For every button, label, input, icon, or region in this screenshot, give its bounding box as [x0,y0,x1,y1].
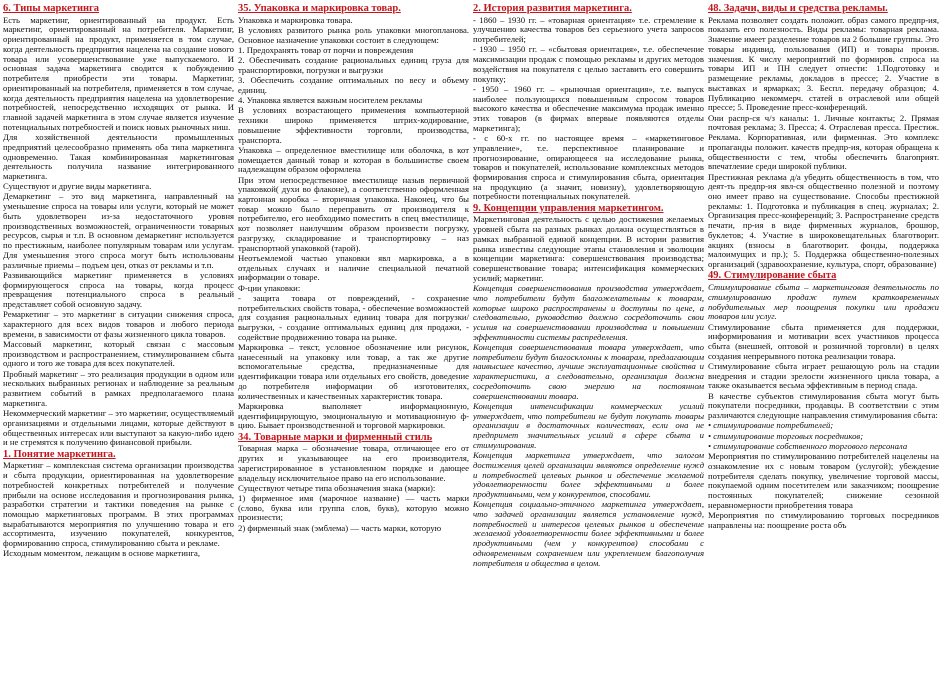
paragraph: При этом непосредственное вместилище назыв первичной упаковкой( духи во флаконе), а соответственно оформленная картонная коробка – вторичная упаковка. Наконец, что бы товар можно было переправить от производителя к потребителю, его необходимо поместить в спец вместилище, кот позволяет наилучшим образом произвести погрузку, разгрузку, складирование и транспортировку – наз транспортной упаковкой (тарой). [238,174,469,253]
section-heading-management-concepts: 9. Концепции управления маркетингом. [473,202,664,214]
section-heading-trademarks: 34. Товарные марки и фирменный стиль [238,431,433,443]
paragraph: Престижная реклама д/а убедить общественность в том, что деят-ть предпр-ия явл-ся общественно полезной и поэтому оно имеет право на существование. Способы престижной рекламы: 1. Подготовка и публикация в спец. журналах; 2. Организация пресс-конференций; 3. Распространение средств печати, пр-ия в виде фирменных журналов, брошюр, буклетов; 4. Участие в широковещательных благотворит. акциях (взносы в благотворит. фонды, поддержка малоимущих и пр.); 5. Поддержка общественно-полезных организаций (здравоохранение, культура, спорт, образование) [708,171,939,270]
paragraph: Пробный маркетинг – это реализация продукции в одном или нескольких выбранных регионах и наблюдение за реальным развитием событий в рамках предполагаемого плана маркетинга. [3,368,234,408]
paragraph: - с 60-х гг. по настоящее время – «маркетинговое управление», т.е. перспективное планирование и прогнозирование, опирающееся на исследование рынка, товаров и покупателей, использование комплексных методов формирования спроса и стимулирования сбыта, ориентация на продукцию (а значит, новизну), удовлетворяющую потребности потенциальных покупателей. [473,133,704,202]
paragraph: 4. Упаковка является важным носителем рекламы [238,95,423,106]
paragraph: - защита товара от повреждений, - сохранение потребительских свойств товара, - обеспечение возможностей для создания рациональных единиц товара для погрузки/выгрузки, - создание оптимальных единиц для продажи, - содействие продвижению товара на рынке. [238,292,469,342]
paragraph: Есть маркетинг, ориентированный на продукт. Есть маркетинг, ориентированный на потребителя. Маркетинг, ориентированный на продукт, применяется в том случае, когда деятельность предприятия нацелена на создание нового товара или усовершенствование уже выпускаемого. И основная задача маркетинга сводится к побуждению потребителя приобрести эти товары. Маркетинг, ориентированный на потребителя, применяется в том случае, когда деятельность предприятия нацелена на удовлетворение потребностей, непосредственно исходящих от рынка. И главной задачей маркетинга в этом случае является изучение потенциальных потребностей и поиск новых рыночных ниш. [3,14,234,132]
paragraph: Маркетинговая деятельность с целью достижения желаемых уровней сбыта на разных рынках должна осуществляться в рамках выбранной единой концепции. В истории развития рынка известны следующие этапы становления и эволюции концепции маркетинга: совершенствования производства; совершенствование товара; интенсификация коммерческих усилий; маркетинг. [473,214,704,283]
paragraph: Маркировка – текст, условное обозначение или рисунок, нанесенный на упаковку или товар, а так же другие вспомогательные средства, предназначенные для идентификации товара или отдельных его свойств, доведение до потребителя информации об изготовителях, количественных и качественных характеристик товара. [238,341,469,401]
section-heading-advertising: 48. Задачи, виды и средства рекламы. [708,3,888,14]
list-item: • стимулирование потребителей; [708,420,834,431]
list-item: • стимулирование торговых посредников; [708,430,864,441]
paragraph: В условиях возрастающего применения компьютерной техники широко применяется штрих-кодирование, повышение эффективности торговли, производства, транспорта. [238,105,469,145]
paragraph: Ф-ции упаковки: [238,282,301,293]
paragraph: Упаковка – определенное вместилище или оболочка, в кот помещается данный товар и которая в большинстве своем надлежащим образом оформлена [238,144,469,175]
paragraph: В условиях развитого рынка роль упаковки многопланова. Основное назначение упаковки состоит в следующем: [238,24,469,45]
paragraph: Ремаркетинг – это маркетинг в ситуации снижения спроса, характерного для всех видов товаров и любого периода времени, в зависимости от фазы жизненного цикла товаров. [3,309,234,339]
paragraph: Существуют четыре типа обозначения знака (марки): [238,482,436,493]
paragraph: - 1950 – 1960 гг. – «рыночная ориентация», т.е. выпуск наиболее пользующихся повышенным спросом товаров высокого качества и обеспечение максимума продаж именно этих товаров (в фирмах впервые появляются отделы маркетинга); [473,83,704,133]
paragraph: В качестве субъектов стимулирования сбыта могут быть покупатели посредники, продавцы. В соответствии с этим различаются следующие направления стимулирования сбыта: [708,390,939,421]
paragraph: Маркировка выполняет информационную, идентифицирующую, эмоциональную и мотивационную ф-цию. Бывает производственной и торговой маркировки. [238,400,469,431]
section-heading-marketing-concept: 1. Понятие маркетинга. [3,448,116,460]
section-heading-marketing-history: 2. История развития маркетинга. [473,3,632,14]
paragraph: - 1860 – 1930 гг. – «товарная ориентация» т.е. стремление к улучшению качества товаров без серьезного учета запросов потребителей; [473,14,704,45]
section-heading-packaging: 35. Упаковка и маркировка товар. [238,3,401,14]
paragraph: Некоммерческий маркетинг – это маркетинг, осуществляемый организациями и отдельными лицами, которые действуют в общественных интересах или выступают за какую-либо идею и не стремятся к получению финансовой прибыли. [3,408,234,448]
paragraph: 3. Обеспечить создание оптимальных по весу и объему единиц. [238,75,469,95]
paragraph: Стимулирование сбыта применяется для поддержки, информирования и мотивации всех участников процесса сбыта (внешней, оптовой и розничной торговли) в целях создания непрерывного потока реализации товара. [708,321,939,361]
paragraph: Стимулирование сбыта – маркетинговая деятельность по стимулированию продаж путем кратковременных побудительных мер поощрения покупки или продажи товаров или услуг. [708,282,939,322]
paragraph: Концепция маркетинга утверждает, что залогом достижения целей организации являются определение нужд и потребностей целевых рынков и обеспечение желаемой удовлетворенности более эффективными и более продуктивными, чем у конкурентов, способами. [473,450,704,500]
list-item: • стимулирование собственного торгового персонала [708,440,908,451]
paragraph: Существуют и другие виды маркетинга. [3,181,152,192]
paragraph: Массовый маркетинг, который связан с массовым производством и распространением, стимулированием сбыта одного и того же товара для всех покупателей. [3,338,234,369]
paragraph: Демаркетинг – это вид маркетинга, направленный на уменьшение спроса на товары или услуги, который не может быть удовлетворен из-за недостаточного уровня производственных возможностей, ограниченности товарных ресурсов, сырья и т.п. В основном демаркетинг используется по престижным, наиболее популярным товарам или услугам. Для уменьшения этого спроса могут быть использованы различные приемы – подъем цен, отказ от рекламы и т.п. [3,191,234,270]
paragraph: - 1930 – 1950 гг. – «сбытовая ориентация», т.е. обеспечение максимизации продаж с помощью рекламы и других методов воздействия на покупателя с целью заставить его совершить покупку; [473,44,704,84]
paragraph: Исходным моментом, лежащим в основе маркетинга, [3,548,201,559]
column-1 [3,3,234,694]
paragraph: Упаковка и маркировка товара. [238,14,353,25]
paragraph: Мероприятия по стимулированию торговых посредников направлены на: поощрение роста объ [708,509,939,530]
paragraph: Для хозяйственной деятельности промышленных предприятий целесообразно применять оба типа маркетинга одновременно. Такая комбинированная маркетинговая деятельность получила название интегрированного маркетинга. [3,132,234,181]
paragraph: Развивающийся маркетинг применяется в условиях формирующегося спроса на товары, когда процесс превращения потенциального спроса в реальный представляет собой основную задачу. [3,269,234,310]
column-3 [473,3,704,694]
paragraph: Концепция интенсификации коммерческих усилий утверждает, что потребители не будут покупать товары организации в достаточных количествах, если она не предпримет значительных усилий в сфере сбыта и стимулирования. [473,400,704,450]
paragraph: Концепция социально-этичного маркетинга утверждает, что задачей организации является установление нужд, потребностей и интересов целевых рынков и обеспечение желаемой удовлетворенности более эффективными и более продуктивными (чем у конкурентов) способами с одновременным сохранением или укреплением благополучия потребителя и общества в целом. [473,499,704,568]
paragraph: Маркетинг – комплексная система организации производства и сбыта продукции, ориентированная на удовлетворение потребностей конкретных потребителей и получение прибыли на основе исследования и прогнозирования рынка, разработки стратегии и тактики поведения на рынке с помощью маркетинговых программ. В этих программах вырабатываются мероприятия по улучшению товара и его ассортимента, изучению покупателей, конкурентов, формированию спроса, стимулированию сбыта и рекламе. [3,460,234,549]
paragraph: Стимулирование сбыта играет решающую роль на стадии внедрения и стадии зрелости жизненного цикла товара, а также оказывается весьма эффективным в период спада. [708,360,939,391]
paragraph: Мероприятия по стимулированию потребителей нацелены на ознакомление их с новым товаром (услугой); убеждение потребителя сделать покупку, увеличение торговой массы, покупаемой одним посетителем или заказчиком; поощрение постоянных покупателей; снижение сезонной неравномерности приобретения товара [708,451,939,510]
section-heading-types-of-marketing: 6. Типы маркетинга [3,3,100,14]
column-4 [708,3,939,694]
paragraph: Концепция совершенствования производства утверждает, что потребители будут благожелательны к товарам, которые широко распространены и доступны по цене, а следовательно, руководство должно сосредоточить свои усилия на совершенствовании производства и повышении эффективности системы распределения. [473,283,704,342]
paragraph: 2. Обеспечивать создание рациональных единиц груза для транспортировки, погрузки и выгрузки [238,55,469,75]
paragraph: Реклама позволяет создать положит. образ самого предпр-ия, показать его полезность. Виды рекламы: товарная реклама. Значение имеет разделение товаров на 2 большие группы. Это товары индивид. пользования (ИП) и товары произв. значения. К числу мероприятий по формиров. спроса на товары ИП и ПН следует отнести: 1.Подготовку и размещение рекламы, докладов в прессе; 2. Участие в выставках и ярмарках; 3. Беспл. передачу образцов; 4. Публикацию некоммерч. статей в отраслевой или общей прессе; 5. Проведение пресс-конференций. [708,14,939,113]
paragraph: Концепция совершенствования товара утверждает, что потребители будут благосклонны к товарам, предлагающим наивысшее качество, лучшие эксплуатационные свойства и характеристики, а следовательно, организация должна сосредоточить свою энергию на постоянном совершенствовании товара. [473,342,704,401]
column-2 [238,3,469,694]
paragraph: Неотъемлемой частью упаковки явл маркировка, а в отдельных случаях и наличие специальной печатной информации о товаре. [238,252,469,283]
paragraph: 2) фирменный знак (эмблема) — часть марки, которую [238,522,442,533]
section-heading-sales-promotion: 49. Стимулирование сбыта [708,270,837,282]
paragraph: 1) фирменное имя (марочное название) — часть марки (слово, буква или группа слов, букв), которую можно произнести; [238,493,469,523]
paragraph: 1. Предохранять товар от порчи и повреждения [238,44,414,55]
paragraph: Товарная марка – обозначение товара, отличающее его от других и указывающее на его производителя, зарегистрированное в установленном порядке и дающее владельцу исключительное право на его использование. [238,443,469,483]
paragraph: Они распр-ся ч/з каналы: 1. Личные контакты; 2. Прямая почтовая реклама; 3. Пресса; 4. Отраслевая пресса. Престиж. Реклама. Корпоративная, или фирменная. Это комплекс пропаганды положит. качеств предпр-ия, которая обращена к общественности с тем, чтобы обеспечить благоприят. впечатление среди широкой публики. [708,112,939,172]
